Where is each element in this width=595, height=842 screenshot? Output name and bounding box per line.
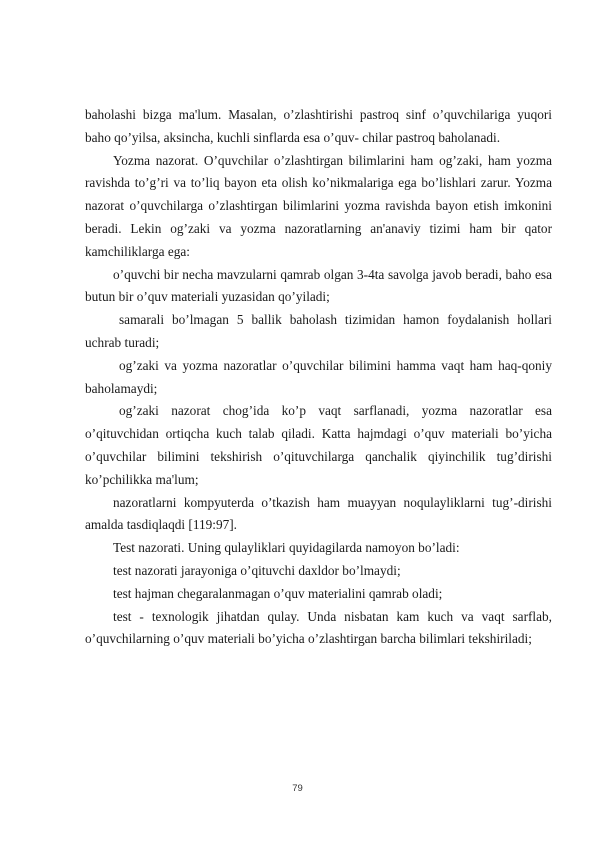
list-item-drawback-5: nazoratlarni kompyuterda o’tkazish ham muayyan noqulayliklarni tug’-dirishi amalda tasdiqlaqdi [119:97].: [85, 494, 552, 533]
paragraph-continuation: baholashi bizga ma'lum. Masalan, o’zlashtirishi pastroq sinf o’quvchilariga yuqori baho qo’yilsa, aksincha, kuchli sinflarda esa o’quv- chilar pastroq baholanadi.: [85, 107, 552, 145]
list-item-advantage-3: test - texnologik jihatdan qulay. Unda nisbatan kam kuch va vaqt sarflab, o’quvchilarning o’quv materiali bo’yicha o’zlashtirgan barcha bilimlari tekshiriladi;: [85, 608, 552, 647]
list-item-drawback-1: o’quvchi bir necha mavzularni qamrab olgan 3-4ta savolga javob beradi, baho esa butun bir o’quv materiali yuzasidan qo’yiladi;: [85, 266, 552, 305]
list-item-drawback-3: og’zaki va yozma nazoratlar o’quvchilar bilimini hamma vaqt ham haq-qoniy baholamaydi;: [85, 357, 552, 396]
page-number: 79: [292, 783, 303, 794]
paragraph-written-control: Yozma nazorat. O’quvchilar o’zlashtirgan bilimlarini ham og’zaki, ham yozma ravishda to’g’ri va to’liq bayon eta olish ko’nikmalariga ega bo’lishlari zarur. Yozma nazorat o’quvchilarga o’zlashtirgan bilimlarini yozma ravishda bayon etish imkonini beradi. Lekin og’zaki va yozma nazoratlarning an'anaviy tizimi ham bir qator kamchiliklarga ega:: [85, 152, 552, 259]
list-item-drawback-4: og’zaki nazorat chog’ida ko’p vaqt sarflanadi, yozma nazoratlar esa o’qituvchidan ortiqcha kuch talab qiladi. Katta hajmdagi o’quv materiali bo’yicha o’quvchilar bilimini tekshirish o’qituvchilarga qanchalik qiyinchilik tug’dirishi ko’pchilikka ma'lum;: [85, 403, 552, 487]
list-item-advantage-2: test hajman chegaralanmagan o’quv materialini qamrab oladi;: [113, 585, 443, 601]
list-item-drawback-2: samarali bo’lmagan 5 ballik baholash tizimidan hamon foydalanish hollari uchrab turadi;: [85, 312, 552, 350]
paragraph-test-control: Test nazorati. Uning qulayliklari quyidagilarda namoyon bo’ladi:: [113, 540, 460, 556]
list-item-advantage-1: test nazorati jarayoniga o’qituvchi daxldor bo’lmaydi;: [113, 562, 401, 578]
body-text: [85, 104, 552, 651]
